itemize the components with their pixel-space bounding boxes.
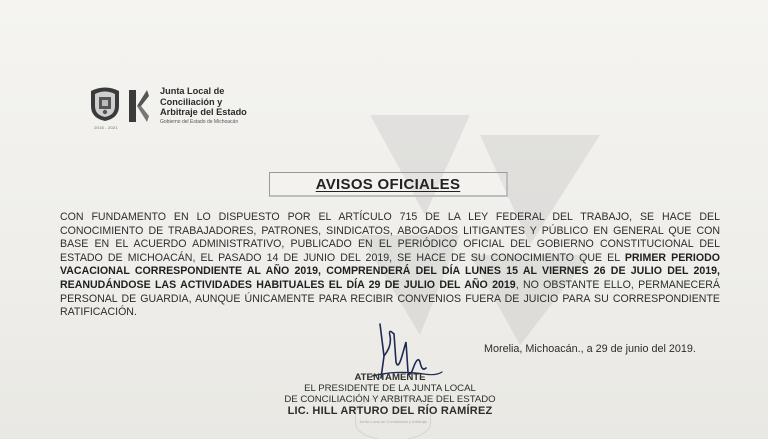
seal-years: 2015 - 2021: [94, 125, 118, 130]
signer-title-line1: EL PRESIDENTE DE LA JUNTA LOCAL: [304, 383, 476, 394]
title-box: [269, 172, 508, 197]
notice-text-part2: , NO OBSTANTE ELLO, PERMANECERÁ PERSONAL DE GUARDIA, AUNQUE ÚNICAMENTE PARA RECIBIR CONVENIOS FUERA DE JUICIO PARA SU CORRESPONDIENTE RATIFICACIÓN.: [60, 278, 720, 319]
institution-logo: [88, 84, 268, 134]
official-stamp: Junta Local de Conciliación y Arbitraje: [355, 396, 431, 439]
org-name: Junta Local de Conciliación y Arbitraje del Estado: [160, 86, 247, 117]
place-date: Morelia, Michoacán., a 29 de junio del 2019.: [484, 343, 696, 355]
signer-title-line2: DE CONCILIACIÓN Y ARBITRAJE DEL ESTADO: [284, 394, 496, 405]
notice-bold-text: PRIMER PERIODO VACACIONAL CORRESPONDIENTE AL AÑO 2019, COMPRENDERÁ DEL DÍA LUNES 15 AL VIERNES 26 DE JULIO DEL 2019, REANUDÁNDOSE LAS ACTIVIDADES HABITUALES EL DÍA 29 DE JULIO DEL AÑO 2019: [60, 251, 720, 291]
signer-name: LIC. HILL ARTURO DEL RÍO RAMÍREZ: [287, 405, 493, 417]
page-title: AVISOS OFICIALES: [315, 175, 461, 193]
closing-greeting: ATENTAMENTE: [354, 372, 426, 383]
notice-body: [60, 211, 720, 320]
org-subtitle: Gobierno del Estado de Michoacán: [160, 119, 239, 125]
k-logo-icon: [127, 88, 149, 124]
notice-text-part1: CON FUNDAMENTO EN LO DISPUESTO POR EL ARTÍCULO 715 DE LA LEY FEDERAL DEL TRABAJO, SE HACE DEL CONOCIMIENTO DE TRABAJADORES, PATRONES, SINDICATOS, ABOGADOS LITIGANTES Y PÚBLICO EN GENERAL QUE CON BASE EN EL ACUERDO ADMINISTRATIVO, PUBLICADO EN EL PERIÓDICO OFICIAL DEL GOBIERNO CONSTITUCIONAL DEL ESTADO DE MICHOACÁN, EL PASADO 14 DE JUNIO DEL 2019, SE HACE DE SU CONOCIMIENTO QUE EL: [60, 211, 720, 264]
state-seal-icon: [88, 86, 122, 122]
